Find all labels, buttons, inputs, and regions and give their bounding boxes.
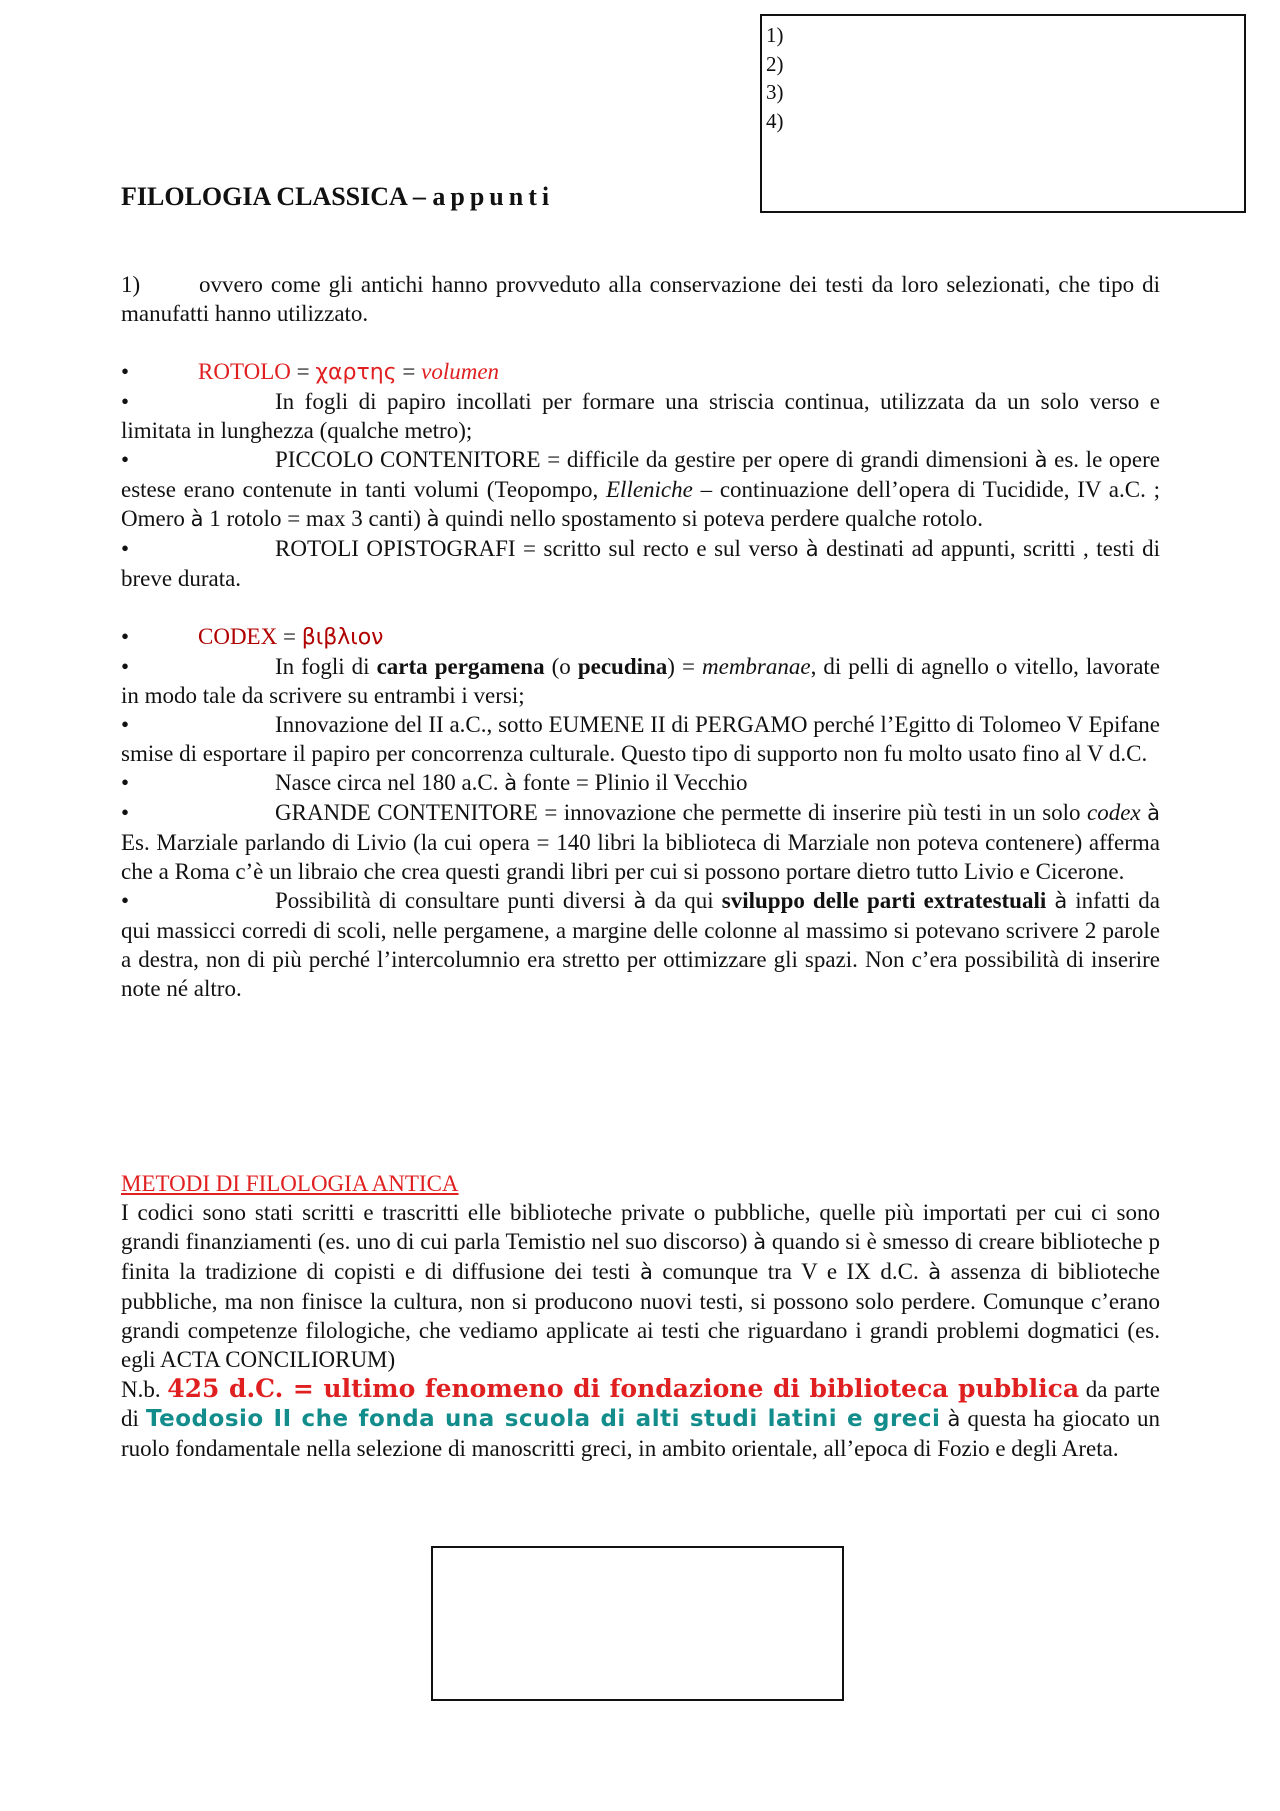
bullet-text: infatti da qui massicci corredi di scoli, nelle pergamene, a margine delle colonne al massimo si potevano scrivere 2 parole a destra, non di più perché l’intercolumnio era stretto per ottimizzare gli spazi. Non c’era possibilità di inserire note né altro. <box>121 888 1161 1001</box>
equals-sign: = <box>396 359 422 384</box>
bullet-text: Nasce circa nel 180 a.C. <box>275 770 505 795</box>
bullet-text: Es. Marziale parlando di Livio (la cui opera = 140 libri la biblioteca di Marziale non poteva contenere) afferma che a Roma c’è un libraio che crea questi grandi libri per cui si possono portare dietro tutto Livio e Cicerone. <box>121 830 1160 884</box>
bold-term: pecudina <box>577 654 668 679</box>
nb-highlight: 425 d.C. = ultimo fenomeno di fondazione di biblioteca pubblica <box>167 1374 1080 1403</box>
intro-text: ovvero come gli antichi hanno provveduto alla conservazione dei testi da loro selezionati, che tipo di manufatti hanno utilizzato. <box>121 272 1160 326</box>
rotolo-bullet-2 <box>121 445 1160 534</box>
intro-section <box>121 270 1160 328</box>
bullet: • <box>121 536 130 561</box>
bullet: • <box>121 770 130 795</box>
index-box <box>760 14 1246 213</box>
italic-title: Elleniche <box>606 477 693 502</box>
arrow-symbol: à <box>639 1260 653 1284</box>
paragraph-text: comunque tra V e IX d.C. <box>652 1259 929 1284</box>
arrow-symbol: à <box>1054 889 1068 913</box>
codex-greek: βιβλιον <box>301 625 384 650</box>
bullet-text: da qui <box>646 888 722 913</box>
bullet: • <box>121 712 130 737</box>
bullet-text: – continuazione dell’opera di Tucidide, IV a.C. ; Omero <box>121 477 1160 531</box>
bullet-text: es. le opere estese erano contenute in tanti volumi (Teopompo, <box>121 447 1160 502</box>
bullet-text: PICCOLO CONTENITORE = difficile da gestire per opere di grandi dimensioni <box>275 447 1035 472</box>
nb-label: N.b. <box>121 1377 168 1402</box>
italic-term: codex <box>1087 800 1141 825</box>
bullet: • <box>121 359 130 384</box>
arrow-symbol: à <box>426 507 440 531</box>
empty-box <box>431 1546 844 1701</box>
codex-label: CODEX <box>198 624 278 649</box>
bullet-text: In fogli di papiro incollati per formare una striscia continua, utilizzata da un solo verso e limitata in lunghezza (qualche metro); <box>121 389 1160 443</box>
bullet-text: GRANDE CONTENITORE = innovazione che permette di inserire più testi in un solo <box>275 800 1088 825</box>
arrow-symbol: à <box>947 1407 961 1431</box>
paragraph-text: I codici sono stati scritti e trascritti elle biblioteche private o pubbliche, quelle più importati per cui ci sono grandi finanziamenti (es. uno di cui parla Temistio nel suo discorso) <box>121 1200 1160 1254</box>
title-spaced: appunti <box>432 182 555 211</box>
codex-bullet-3 <box>121 768 1160 798</box>
index-item-4: 4) <box>766 108 784 133</box>
rotolo-latin: volumen <box>421 359 500 384</box>
bullet-text: destinati ad appunti, scritti , testi di breve durata. <box>121 536 1160 591</box>
title-main: FILOLOGIA CLASSICA – <box>121 182 433 211</box>
page-title <box>121 181 554 213</box>
paragraph-text: assenza di biblioteche pubbliche, ma non finisce la cultura, non si producono nuovi testi, si possono solo perdere. Comunque c’erano grandi competenze filologiche, che vediamo applicate ai testi che riguardano i grandi problemi dogmatici (es. egli ACTA CONCILIORUM) <box>121 1259 1161 1372</box>
bullet-text: quindi nello spostamento si poteva perdere qualche rotolo. <box>439 506 984 531</box>
bullet-text: fonte = Plinio il Vecchio <box>517 770 748 795</box>
codex-heading <box>121 622 1160 652</box>
bullet-text: Innovazione del II a.C., sotto EUMENE II di PERGAMO perché l’Egitto di Tolomeo V Epifane smise di esportare il papiro per concorrenza culturale. Questo tipo di supporto non fu molto usato fino al V d.C. <box>121 712 1160 766</box>
bullet: • <box>121 888 130 913</box>
arrow-symbol: à <box>753 1230 767 1254</box>
codex-bullet-4 <box>121 798 1160 886</box>
equals-sign: = <box>277 624 302 649</box>
rotolo-label: ROTOLO <box>198 359 291 384</box>
arrow-symbol: à <box>928 1260 942 1284</box>
bold-term: carta pergamena <box>376 654 545 679</box>
paragraph-text: da parte di <box>121 1377 1160 1431</box>
arrow-symbol: à <box>1147 801 1160 825</box>
paragraph-text: questa ha giocato un ruolo fondamentale nella selezione di manoscritti greci, in ambito orientale, all’epoca di Fozio e degli Areta. <box>121 1406 1161 1461</box>
bullet: • <box>121 654 130 679</box>
section-title-metodi: METODI DI FILOLOGIA ANTICA <box>121 1171 459 1196</box>
codex-bullet-2 <box>121 710 1160 768</box>
bullet-text: 1 rotolo = max 3 canti) <box>203 506 427 531</box>
arrow-symbol: à <box>805 537 819 561</box>
intro-paragraph <box>121 270 1160 328</box>
codex-bullet-1 <box>121 652 1160 710</box>
bullet-text: ) = <box>667 654 702 679</box>
rotolo-greek: χαρτης <box>315 360 397 385</box>
bullet-text: ROTOLI OPISTOGRAFI = scritto sul recto e sul verso <box>275 536 806 561</box>
nb-paragraph <box>121 1374 1160 1463</box>
bold-term: sviluppo delle parti extratestuali <box>721 888 1047 913</box>
paragraph-text <box>940 1406 947 1431</box>
bullet-text: (o <box>544 654 578 679</box>
arrow-symbol: à <box>1034 448 1048 472</box>
equals-sign: = <box>290 359 316 384</box>
nb-teal-highlight: Teodosio II che fonda una scuola di alti studi latini e greci <box>146 1406 941 1432</box>
paragraph-text: quando si è smesso di creare biblioteche p finita la tradizione di copisti e di diffusione dei testi <box>121 1229 1161 1284</box>
arrow-symbol: à <box>633 889 647 913</box>
bullet: • <box>121 447 130 472</box>
bullet-text: Possibilità di consultare punti diversi <box>275 888 634 913</box>
bullet: • <box>121 800 130 825</box>
index-item-3: 3) <box>766 80 784 104</box>
index-item-2: 2) <box>766 51 784 76</box>
italic-term: membranae <box>702 654 811 679</box>
bullet: • <box>121 389 130 414</box>
arrow-symbol: à <box>504 771 518 795</box>
metodi-section <box>121 1169 1160 1463</box>
metodi-paragraph <box>121 1198 1160 1374</box>
intro-number: 1) <box>121 272 141 297</box>
codex-bullet-5 <box>121 886 1160 1003</box>
index-item-1: 1) <box>766 23 784 47</box>
rotolo-bullet-3 <box>121 534 1160 593</box>
arrow-symbol: à <box>190 507 204 531</box>
rotolo-section <box>121 357 1160 1003</box>
rotolo-bullet-1 <box>121 387 1160 445</box>
bullet-text: In fogli di <box>275 654 377 679</box>
rotolo-heading <box>121 357 1160 387</box>
bullet-text: , di pelli di agnello o vitello, lavorate in modo tale da scrivere su entrambi i versi; <box>121 654 1160 708</box>
bullet: • <box>121 624 130 649</box>
